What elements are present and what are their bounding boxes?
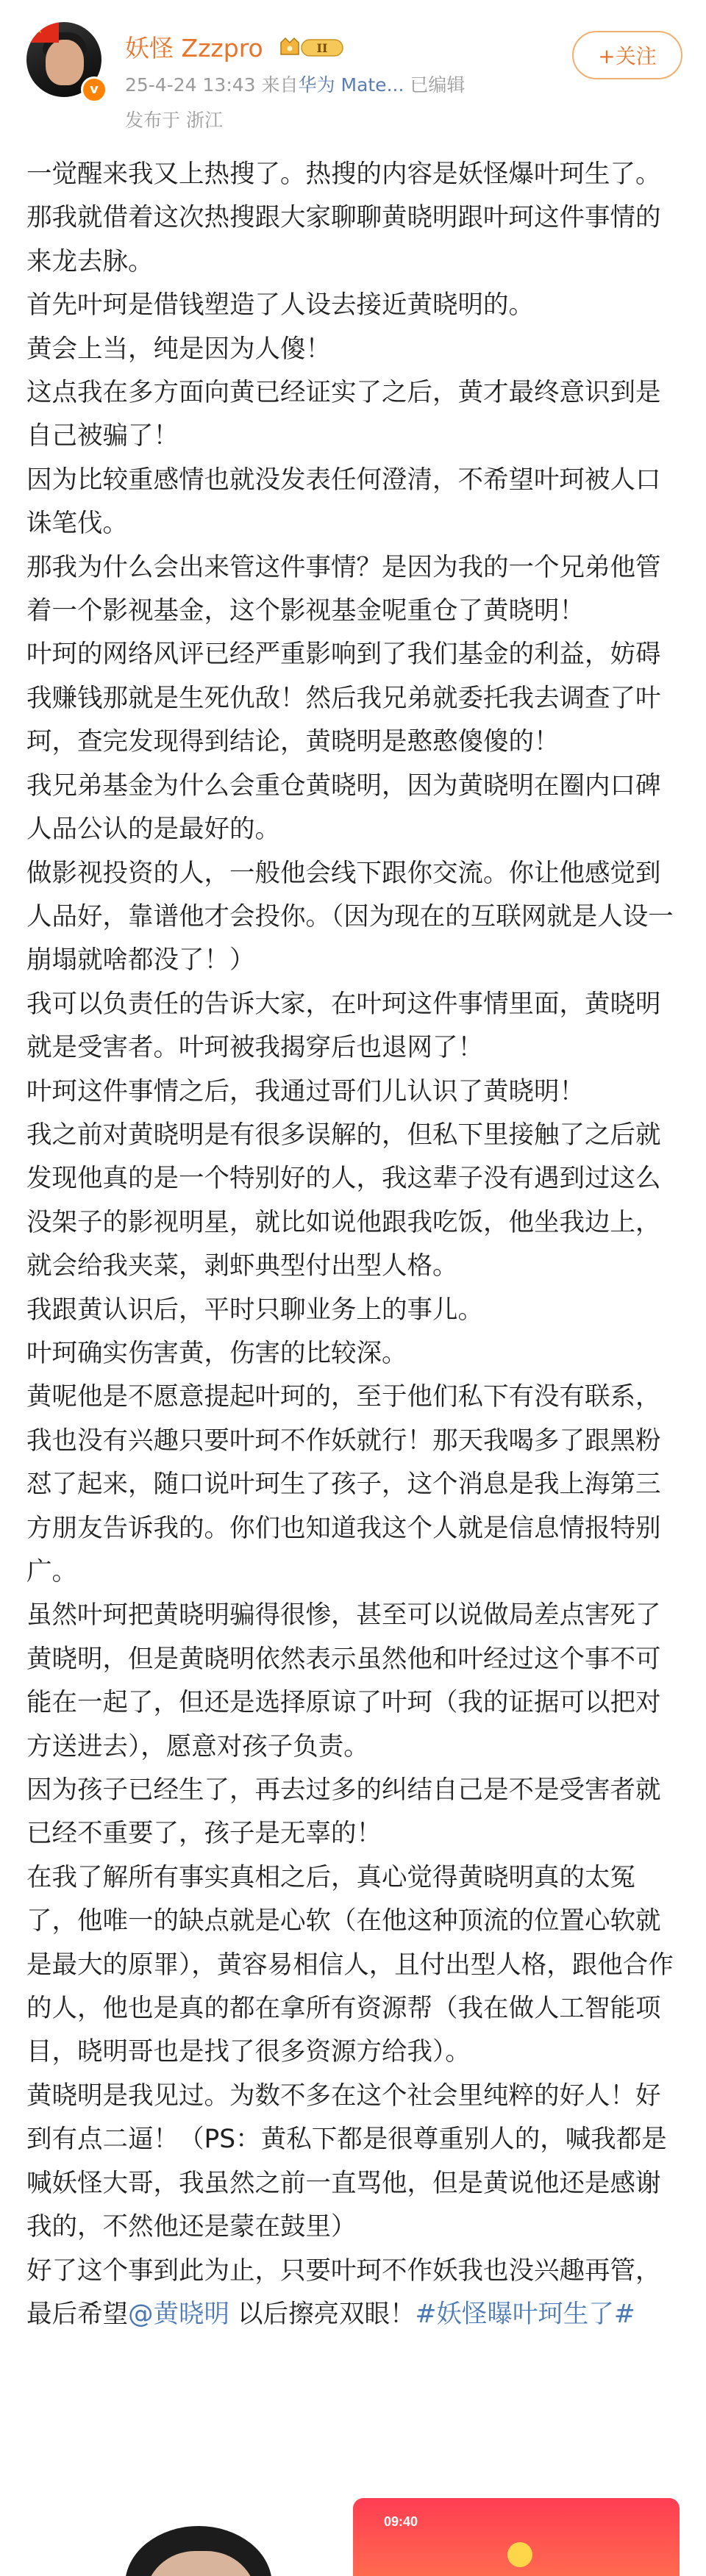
paragraph: 那我为什么会出来管这件事情？是因为我的一个兄弟他管着一个影视基金，这个影视基金呢重仓了黄晓明！ [26,552,661,626]
paragraph: 黄会上当，纯是因为人傻！ [26,334,331,364]
follow-button[interactable]: +关注 [572,31,682,79]
paragraph-final [26,2250,680,2337]
final-text: 好了这个事到此为止，只要叶珂不作妖我也没兴趣再管，最后希望 [26,2255,661,2329]
source-prefix: 来自 [261,74,299,96]
thumb-icon [507,2542,532,2567]
paragraph: 我可以负责任的告诉大家，在叶珂这件事情里面，黄晓明就是受害者。叶珂被我揭穿后也退网了！ [26,989,661,1063]
flag-icon [29,22,59,43]
avatar-face [46,40,84,85]
post-meta [125,71,465,97]
paragraph: 我跟黄认识后，平时只聊业务上的事儿。 [26,1295,483,1325]
level-badge-icon[interactable] [278,35,346,59]
post-image-1[interactable] [110,2500,346,2576]
thumb-time: 09:40 [384,2514,418,2529]
paragraph: 我之前对黄晓明是有很多误解的，但私下里接触了之后就发现他真的是一个特别好的人，我这辈子没有遇到过这么没架子的影视明星，就比如说他跟我吃饭，他坐我边上，就会给我夹菜，剥虾典型付出型人格。 [26,1120,661,1281]
paragraph: 黄呢他是不愿意提起叶珂的，至于他们私下有没有联系，我也没有兴趣只要叶珂不作妖就行！那天我喝多了跟黑粉怼了起来，随口说叶珂生了孩子，这个消息是我上海第三方朋友告诉我的。你们也知道我这个人就是信息情报特别广。 [26,1382,661,1586]
topic-hashtag-link[interactable]: #妖怪曝叶珂生了# [415,2299,635,2329]
paragraph: 做影视投资的人，一般他会线下跟你交流。你让他感觉到人品好，靠谱他才会投你。（因为现在的互联网就是人设一崩塌就啥都没了！） [26,858,674,976]
edited-label[interactable]: 已编辑 [410,74,466,96]
paragraph: 首先叶珂是借钱塑造了人设去接近黄晓明的。 [26,290,534,321]
paragraph: 叶珂这件事情之后，我通过哥们儿认识了黄晓明！ [26,1076,585,1106]
post-image-2[interactable] [353,2498,680,2576]
post-header [0,0,706,154]
paragraph: 在我了解所有事实真相之后，真心觉得黄晓明真的太冤了，他唯一的缺点就是心软（在他这种顶流的位置心软就是最大的原罪），黄容易相信人，且付出型人格，跟他合作的人，他也是真的都在拿所有资源帮（我在做人工智能项目，晓明哥也是找了很多资源方给我）。 [26,1862,674,2067]
paragraph: 因为孩子已经生了，再去过多的纠结自己是不是受害者就已经不重要了，孩子是无辜的！ [26,1775,661,1849]
paragraph: 因为比较重感情也就没发表任何澄清，不希望叶珂被人口诛笔伐。 [26,465,661,539]
final-text-2: 以后擦亮双眼！ [229,2299,416,2329]
post-location: 发布于 浙江 [125,110,223,131]
paragraph: 一觉醒来我又上热搜了。热搜的内容是妖怪爆叶珂生了。那我就借着这次热搜跟大家聊聊黄晓明跟叶珂这件事情的来龙去脉。 [26,160,661,276]
paragraph: 这点我在多方面向黄已经证实了之后，黄才最终意识到是自己被骗了！ [26,378,661,451]
level-text: II [316,41,328,55]
post-timestamp: 25-4-24 13:43 [125,74,256,96]
verified-icon: v [81,76,107,103]
paragraph: 叶珂的网络风评已经严重影响到了我们基金的利益，妨碍我赚钱那就是生死仇敌！然后我兄弟就委托我去调查了叶珂，查完发现得到结论，黄晓明是憨憨傻傻的！ [26,640,661,757]
paragraph: 黄晓明是我见过。为数不多在这个社会里纯粹的好人！好到有点二逼！（PS：黄私下都是很尊重别人的，喊我都是喊妖怪大哥，我虽然之前一直骂他，但是黄说他还是感谢我的，不然他还是蒙在鼓里） [26,2081,667,2242]
username[interactable]: 妖怪 Zzzpro [125,34,263,62]
mention-link[interactable]: @黄晓明 [128,2299,229,2329]
paragraph: 虽然叶珂把黄晓明骗得很惨，甚至可以说做局差点害死了黄晓明，但是黄晓明依然表示虽然他和叶经过这个事不可能在一起了，但还是选择原谅了叶珂（我的证据可以把对方送进去），愿意对孩子负责。 [26,1600,661,1761]
paragraph: 我兄弟基金为什么会重仓黄晓明，因为黄晓明在圈内口碑人品公认的是最好的。 [26,770,661,845]
device-name[interactable]: 华为 Mate... [298,74,404,96]
post-body [26,153,680,2336]
paragraph: 叶珂确实伤害黄，伤害的比较深。 [26,1338,407,1368]
